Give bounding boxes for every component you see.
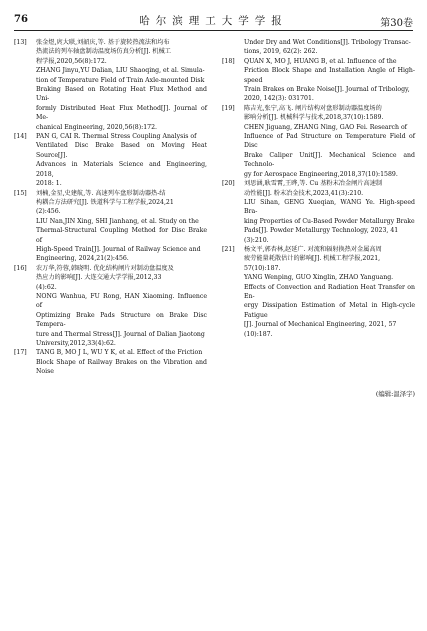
reference-item (14, 348, 207, 376)
reference-text (36, 264, 207, 349)
reference-line: LIU Sihan, GENG Xueqian, WANG Ye. High-speed Bra- (244, 198, 415, 216)
reference-line: High-Speed Train[J]. Journal of Railway Science and (36, 245, 201, 253)
reference-line: gy for Aerospace Engineering,2018,37(10):1589. (244, 170, 398, 178)
reference-text (36, 38, 207, 132)
reference-number: [20] (222, 180, 235, 188)
reference-line: 陈吉光,张宁,高飞. 闸片结构对盘形制动器温度场的 (244, 104, 382, 112)
running-header (14, 12, 413, 31)
volume-label: 第30卷 (380, 18, 413, 29)
reference-line: Braking Based on Rotating Heat Flux Method and Uni- (36, 86, 207, 103)
reference-line: ture and Thermal Stress[J]. Journal of Dalian Jiaotong (36, 330, 205, 338)
reference-number: [19] (222, 104, 235, 112)
reference-line: Thermal-Structural Coupling Method for Disc Brake of (36, 227, 207, 244)
reference-text (36, 189, 207, 264)
reference-line: Effects of Convection and Radiation Heat Transfer on En- (244, 283, 415, 300)
reference-text (244, 57, 415, 104)
reference-line: PAN G, CAI R. Thermal Stress Coupling Analysis of (36, 133, 197, 141)
reference-line: 刘思涵,耿雪霄,王晔,等. Cu 基粉末冶金闸片高速制 (244, 180, 383, 188)
reference-number: [14] (14, 133, 27, 141)
reference-line: Under Dry and Wet Conditions[J]. Tribology Transac- (244, 39, 411, 46)
reference-line: Engineering, 2024,21(2):456. (36, 255, 129, 263)
reference-line: Pads[J]. Powder Metallurgy Technology, 2023, 41 (244, 227, 399, 235)
reference-line: tion of Temperature Field of Train Axle-mounted Disk (36, 76, 205, 84)
reference-line: (10):187. (244, 330, 273, 338)
reference-number: [21] (222, 245, 235, 253)
reference-line: 农万华,符蓉,韩晓明. 优化结构闸片对制动盘温度及 (36, 264, 174, 272)
reference-line: (2):456. (36, 208, 61, 216)
reference-line: 热应力的影响[J]. 大连交通大学学报,2012,33 (36, 274, 162, 282)
right-column (222, 38, 415, 339)
reference-line: (4):62. (36, 283, 57, 291)
reference-line: 构耦合方法研究[J]. 铁道科学与工程学报,2024,21 (36, 198, 174, 206)
reference-line: 动性能[J]. 粉末冶金技术,2023,41(3):210. (244, 189, 364, 197)
reference-item (222, 245, 415, 339)
reference-line: Friction Block Shape and Installation Angle of High-speed (244, 67, 415, 84)
reference-text (36, 348, 207, 376)
left-column (14, 38, 207, 377)
reference-item (222, 179, 415, 245)
reference-line: 杨文平,郭杏林,赵延广. 对流和辐射换热对金属高周 (244, 245, 382, 253)
reference-line: Advances in Materials Science and Engineering, 2018, (36, 161, 207, 178)
reference-line: NONG Wanhua, FU Rong, HAN Xiaoming. Influence of (36, 292, 207, 310)
reference-item (222, 57, 415, 104)
reference-line: Influence of Pad Structure on Temperature Field of Disc (244, 133, 415, 150)
reference-line: tions, 2019, 62(2): 262. (244, 48, 318, 56)
reference-line: 程学报,2020,56(8):172. (36, 57, 107, 65)
reference-line: Ventilated Disc Brake Based on Moving Heat Source[J]. (36, 142, 207, 159)
reference-line: ergy Dissipation Estimation of Metal in High-cycle Fatigue (244, 302, 415, 319)
reference-line: LIU Nan,JIN Xing, SHI Jianhang, et al. Study on the (36, 217, 199, 225)
reference-line: Train Brakes on Brake Noise[J]. Journal of Tribology, (244, 86, 410, 94)
reference-line: 疲劳能量耗散估计的影响[J]. 机械工程学报,2021, (244, 255, 381, 263)
reference-item (14, 132, 207, 188)
reference-line: Brake Caliper Unit[J]. Mechanical Science and Technolo- (244, 151, 415, 169)
reference-line: QUAN X, MO J, HUANG B, et al. Influence of the (244, 57, 397, 65)
reference-line: 2020, 142(3): 031701. (244, 95, 314, 103)
reference-line: 热流法的列车轴盘制动温度场仿真分析[J]. 机械工 (36, 48, 171, 56)
reference-item (14, 38, 207, 132)
reference-item (14, 189, 207, 264)
reference-text (244, 104, 415, 179)
reference-line: University,2012,33(4):62. (36, 340, 116, 347)
reference-number: [18] (222, 57, 235, 65)
reference-line: 张金煜,庹大联,刘韶庆,等. 基于旋转热流法和均布 (36, 39, 170, 46)
reference-continuation (222, 38, 415, 57)
journal-title: 哈尔滨理工大学学报 (139, 15, 288, 27)
reference-line: CHEN Jiguang, ZHANG Ning, GAO Fei. Research of (244, 123, 407, 131)
editor-note: (编辑:温泽宇) (375, 390, 415, 398)
reference-line: 刘楠,金星,史建航,等. 高速列车盘形制动器热-结 (36, 189, 166, 197)
reference-line: TANG B, MO J L, WU Y K, et al. Effect of the Friction (36, 349, 203, 357)
reference-line: 2018: 1. (36, 180, 62, 188)
reference-text (244, 179, 415, 245)
reference-line: YANG Wenping, GUO Xinglin, ZHAO Yanguang. (244, 274, 394, 282)
reference-number: [16] (14, 264, 27, 272)
reference-item (14, 264, 207, 349)
reference-item (222, 104, 415, 179)
reference-line: (3):210. (244, 236, 269, 244)
reference-number: [15] (14, 189, 27, 197)
reference-text (244, 245, 415, 339)
reference-line: 影响分析[J]. 机械科学与技术,2018,37(10):1589. (244, 114, 384, 122)
reference-line: chanical Engineering, 2020,56(8):172. (36, 123, 157, 131)
reference-number: [13] (14, 39, 27, 46)
reference-line: Optimizing Brake Pads Structure on Brake Disc Tempera- (36, 311, 207, 329)
reference-line: formly Distributed Heat Flux Method[J]. Journal of Me- (36, 104, 207, 122)
reference-text (36, 132, 207, 188)
reference-line: ZHANG Jinyu,YU Dalian, LIU Shaoqing, et al. Simula- (36, 67, 205, 75)
reference-number: [17] (14, 349, 27, 357)
page-number: 76 (14, 14, 28, 25)
reference-line: [J]. Journal of Mechanical Engineering, 2021, 57 (244, 321, 397, 329)
reference-line: king Properties of Cu-Based Powder Metallurgy Brake (244, 217, 415, 225)
reference-line: Block Shape of Railway Brakes on the Vibration and Noise (36, 358, 207, 376)
reference-line: 57(10):187. (244, 264, 281, 272)
